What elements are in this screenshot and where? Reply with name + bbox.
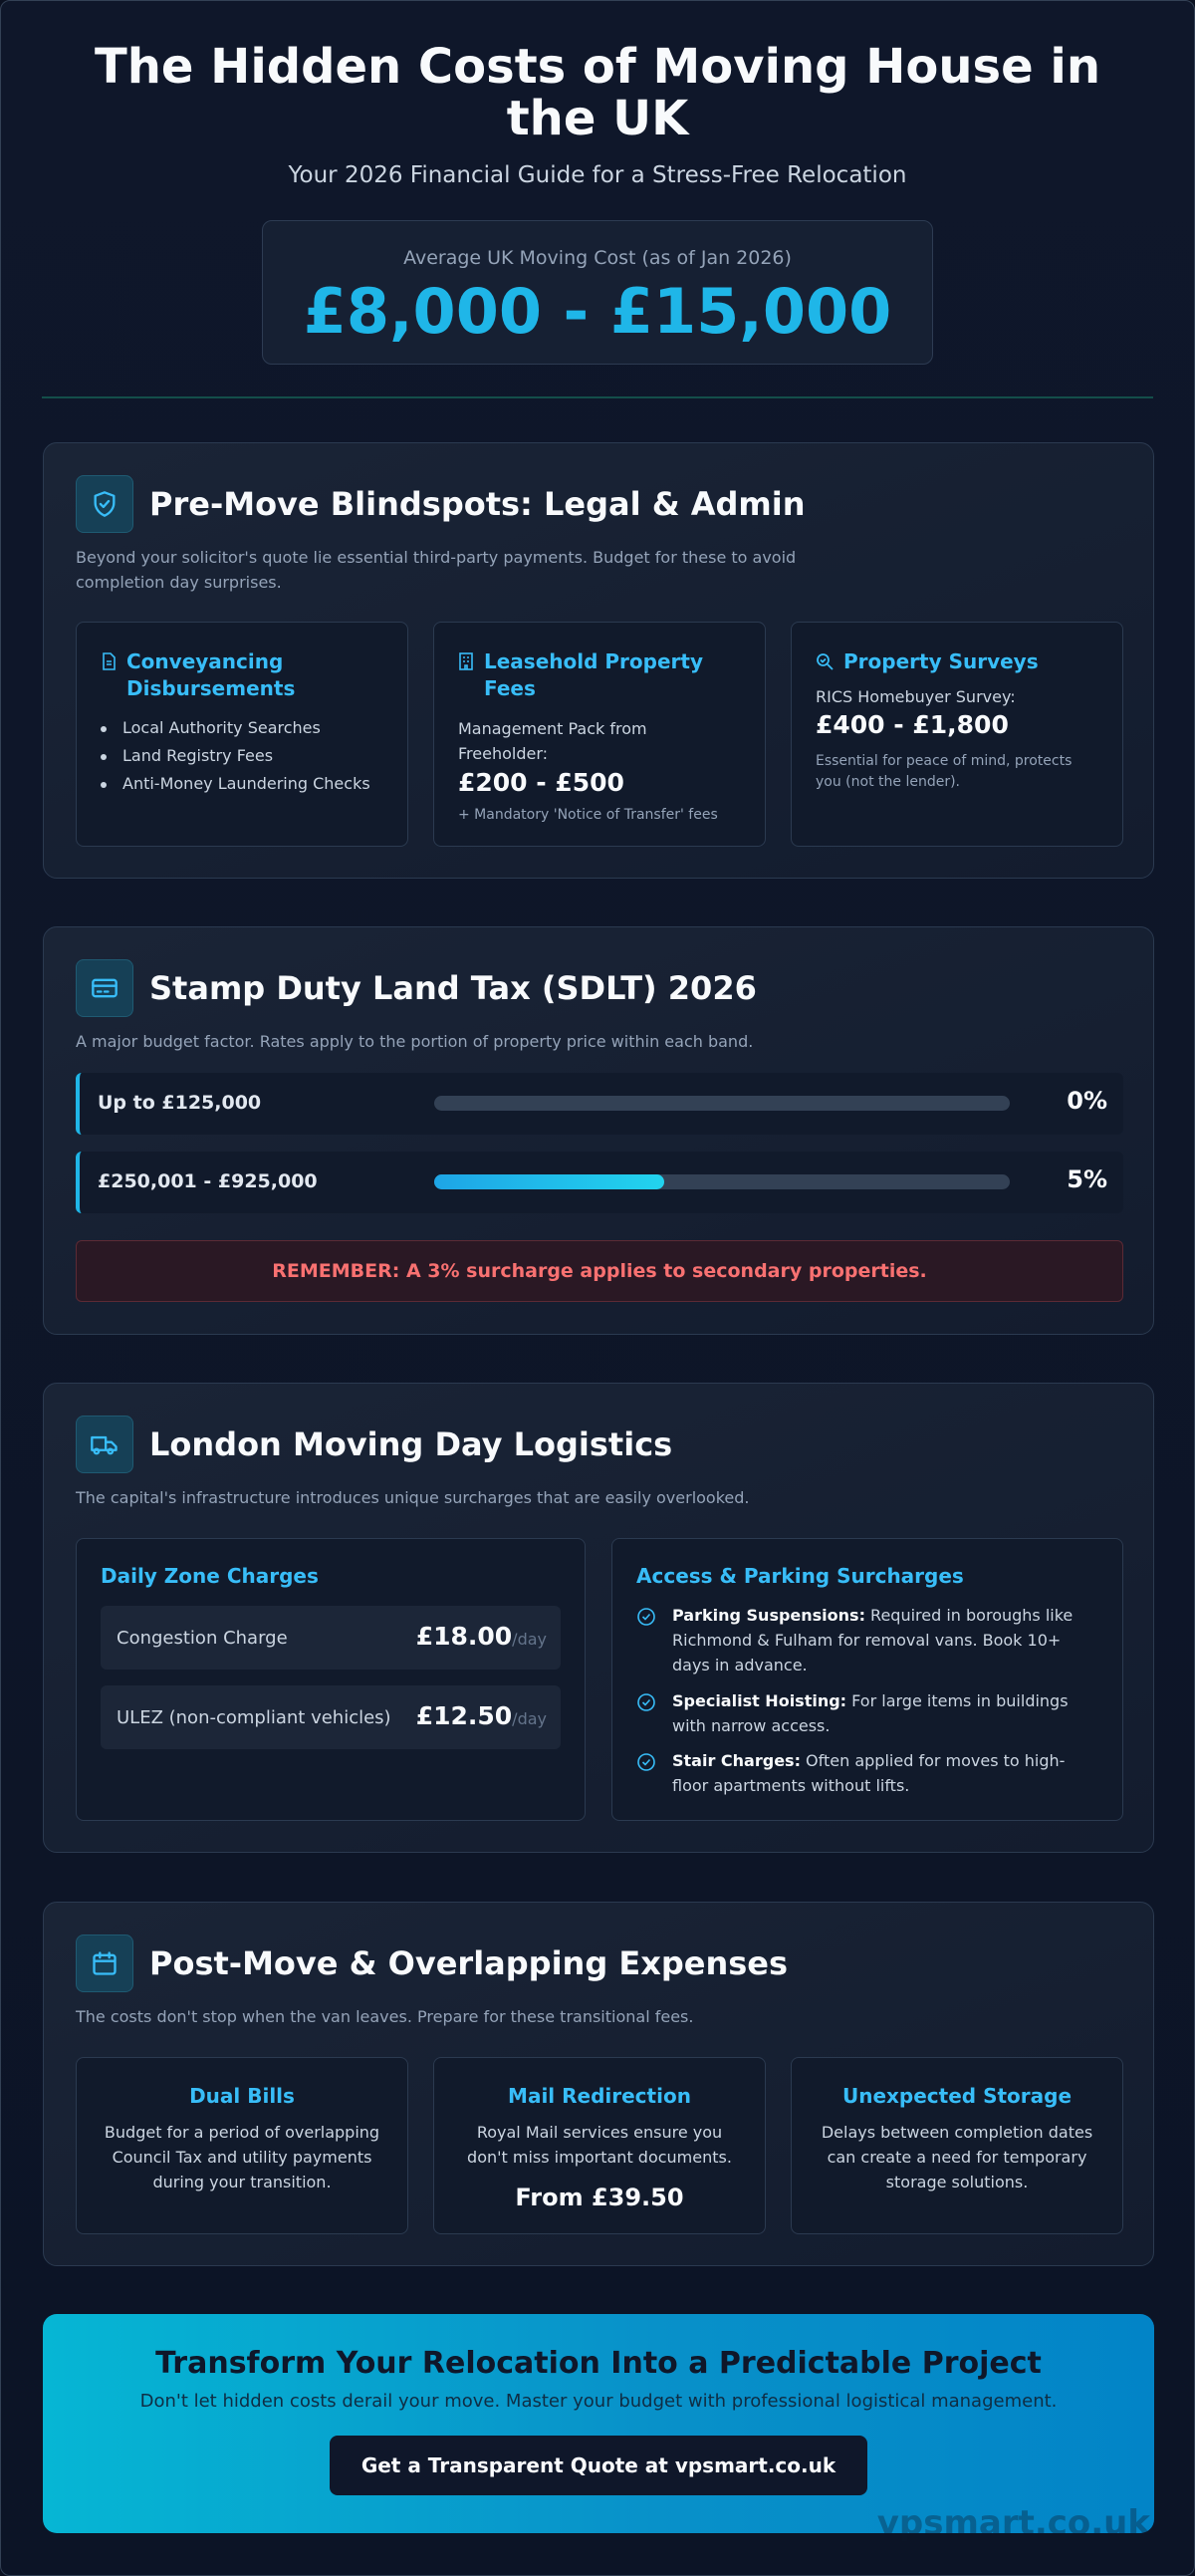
list-item: Local Authority Searches	[77, 718, 407, 737]
cta-title: Transform Your Relocation Into a Predictable Project	[155, 2346, 1042, 2381]
leasehold-text: Management Pack from Freeholder:	[458, 719, 647, 763]
zone-charges-card	[76, 1538, 586, 1821]
surveys-title: Property Surveys	[843, 649, 1039, 673]
band-label: £250,001 - £925,000	[98, 1170, 318, 1192]
leasehold-price: £200 - £500	[458, 768, 624, 797]
sdlt-title: Stamp Duty Land Tax (SDLT) 2026	[149, 969, 757, 1007]
band-bar-fill	[434, 1174, 664, 1189]
get-quote-button[interactable]: Get a Transparent Quote at vpsmart.co.uk	[330, 2436, 867, 2495]
access-item-label: Parking Suspensions:	[672, 1606, 865, 1625]
access-item-hoisting	[636, 1688, 1094, 1738]
list-item: Anti-Money Laundering Checks	[77, 774, 407, 793]
post-card-title: Mail Redirection	[508, 2084, 691, 2108]
surveys-card	[791, 622, 1123, 847]
band-bar-track	[434, 1096, 1010, 1111]
truck-icon	[76, 1416, 133, 1473]
leasehold-title: Leasehold Property Fees	[484, 649, 703, 700]
access-item-text: For large items in buildings with narrow access.	[672, 1691, 1069, 1735]
band-rate: 0%	[1067, 1087, 1107, 1115]
calendar-icon	[76, 1934, 133, 1992]
access-surcharges-title: Access & Parking Surcharges	[636, 1564, 964, 1588]
page-subtitle: Your 2026 Financial Guide for a Stress-Free Relocation	[288, 162, 907, 188]
conveyancing-title: Conveyancing Disbursements	[126, 649, 296, 700]
card-icon	[76, 959, 133, 1017]
leasehold-note: + Mandatory 'Notice of Transfer' fees	[458, 807, 718, 823]
post-card-text: Delays between completion dates can create a need for temporary storage solutions.	[821, 2123, 1093, 2191]
list-item: Land Registry Fees	[77, 746, 407, 765]
average-cost-value: £8,000 - £15,000	[303, 275, 892, 348]
london-title: London Moving Day Logistics	[149, 1425, 673, 1463]
sdlt-band-1	[76, 1073, 1123, 1135]
ulez-charge-row	[101, 1685, 561, 1749]
post-card-text: Budget for a period of overlapping Council Tax and utility payments during your transition.	[104, 2123, 380, 2191]
access-item-text: Required in boroughs like Richmond & Fulham for removal vans. Book 10+ days in advance.	[672, 1606, 1074, 1674]
check-circle-icon	[636, 1607, 656, 1631]
charge-label: ULEZ (non-compliant vehicles)	[117, 1707, 391, 1728]
zone-charges-title: Daily Zone Charges	[101, 1564, 319, 1588]
pre-move-description: Beyond your solicitor's quote lie essential third-party payments. Budget for these to avoid completion day surprises.	[76, 548, 797, 592]
mail-redirection-card	[433, 2057, 766, 2234]
check-circle-icon	[636, 1752, 656, 1776]
conveyancing-card	[76, 622, 408, 847]
sdlt-band-2	[76, 1152, 1123, 1213]
access-item-stairs	[636, 1748, 1094, 1798]
access-item-label: Stair Charges:	[672, 1751, 801, 1770]
magnifier-icon	[816, 652, 834, 675]
shield-check-icon	[76, 475, 133, 533]
post-card-text: Royal Mail services ensure you don't miss important documents.	[467, 2123, 732, 2167]
band-bar-track	[434, 1174, 1010, 1189]
access-item-label: Specialist Hoisting:	[672, 1691, 847, 1710]
pre-move-title: Pre-Move Blindspots: Legal & Admin	[149, 485, 806, 523]
cta-subtitle: Don't let hidden costs derail your move. Master your budget with professional logistical management.	[139, 2391, 1058, 2412]
average-cost-label: Average UK Moving Cost (as of Jan 2026)	[403, 247, 792, 269]
charge-unit: /day	[512, 1630, 547, 1649]
pre-move-section	[43, 442, 1154, 879]
charge-unit: /day	[512, 1709, 547, 1728]
charge-amount: £18.00	[415, 1622, 513, 1651]
sdlt-description: A major budget factor. Rates apply to the portion of property price within each band.	[76, 1032, 754, 1051]
watermark: vpsmart.co.uk	[876, 2503, 1150, 2543]
building-icon	[458, 652, 474, 702]
charge-value	[416, 1622, 547, 1651]
access-item-text: Often applied for moves to high-floor apartments without lifts.	[672, 1751, 1066, 1795]
charge-value	[416, 1701, 547, 1730]
unexpected-storage-card	[791, 2057, 1123, 2234]
surveys-text: RICS Homebuyer Survey:	[816, 687, 1016, 706]
dual-bills-card	[76, 2057, 408, 2234]
page-title: The Hidden Costs of Moving House in the UK	[94, 39, 1101, 146]
surveys-price: £400 - £1,800	[816, 710, 1009, 739]
band-rate: 5%	[1067, 1165, 1107, 1193]
access-item-parking	[636, 1603, 1094, 1677]
access-surcharges-card	[611, 1538, 1123, 1821]
band-label: Up to £125,000	[98, 1092, 262, 1114]
post-card-price: From £39.50	[515, 2184, 684, 2211]
london-description: The capital's infrastructure introduces unique surcharges that are easily overlooked.	[76, 1488, 750, 1507]
header-divider	[42, 396, 1153, 398]
post-card-title: Dual Bills	[189, 2084, 295, 2108]
post-move-section	[43, 1902, 1154, 2266]
congestion-charge-row	[101, 1606, 561, 1670]
surcharge-warning: REMEMBER: A 3% surcharge applies to secondary properties.	[76, 1240, 1123, 1302]
charge-label: Congestion Charge	[117, 1628, 288, 1649]
post-move-title: Post-Move & Overlapping Expenses	[149, 1944, 789, 1982]
header	[1, 1, 1194, 398]
check-circle-icon	[636, 1692, 656, 1716]
leasehold-card	[433, 622, 766, 847]
document-icon	[101, 652, 117, 702]
charge-amount: £12.50	[415, 1701, 513, 1730]
conveyancing-list	[77, 718, 407, 793]
surveys-note: Essential for peace of mind, protects you (not the lender).	[816, 753, 1073, 790]
average-cost-box	[262, 220, 933, 365]
post-card-title: Unexpected Storage	[841, 2084, 1073, 2108]
sdlt-section	[43, 926, 1154, 1335]
london-section	[43, 1383, 1154, 1853]
cta-banner	[43, 2314, 1154, 2533]
post-move-description: The costs don't stop when the van leaves. Prepare for these transitional fees.	[76, 2007, 694, 2026]
